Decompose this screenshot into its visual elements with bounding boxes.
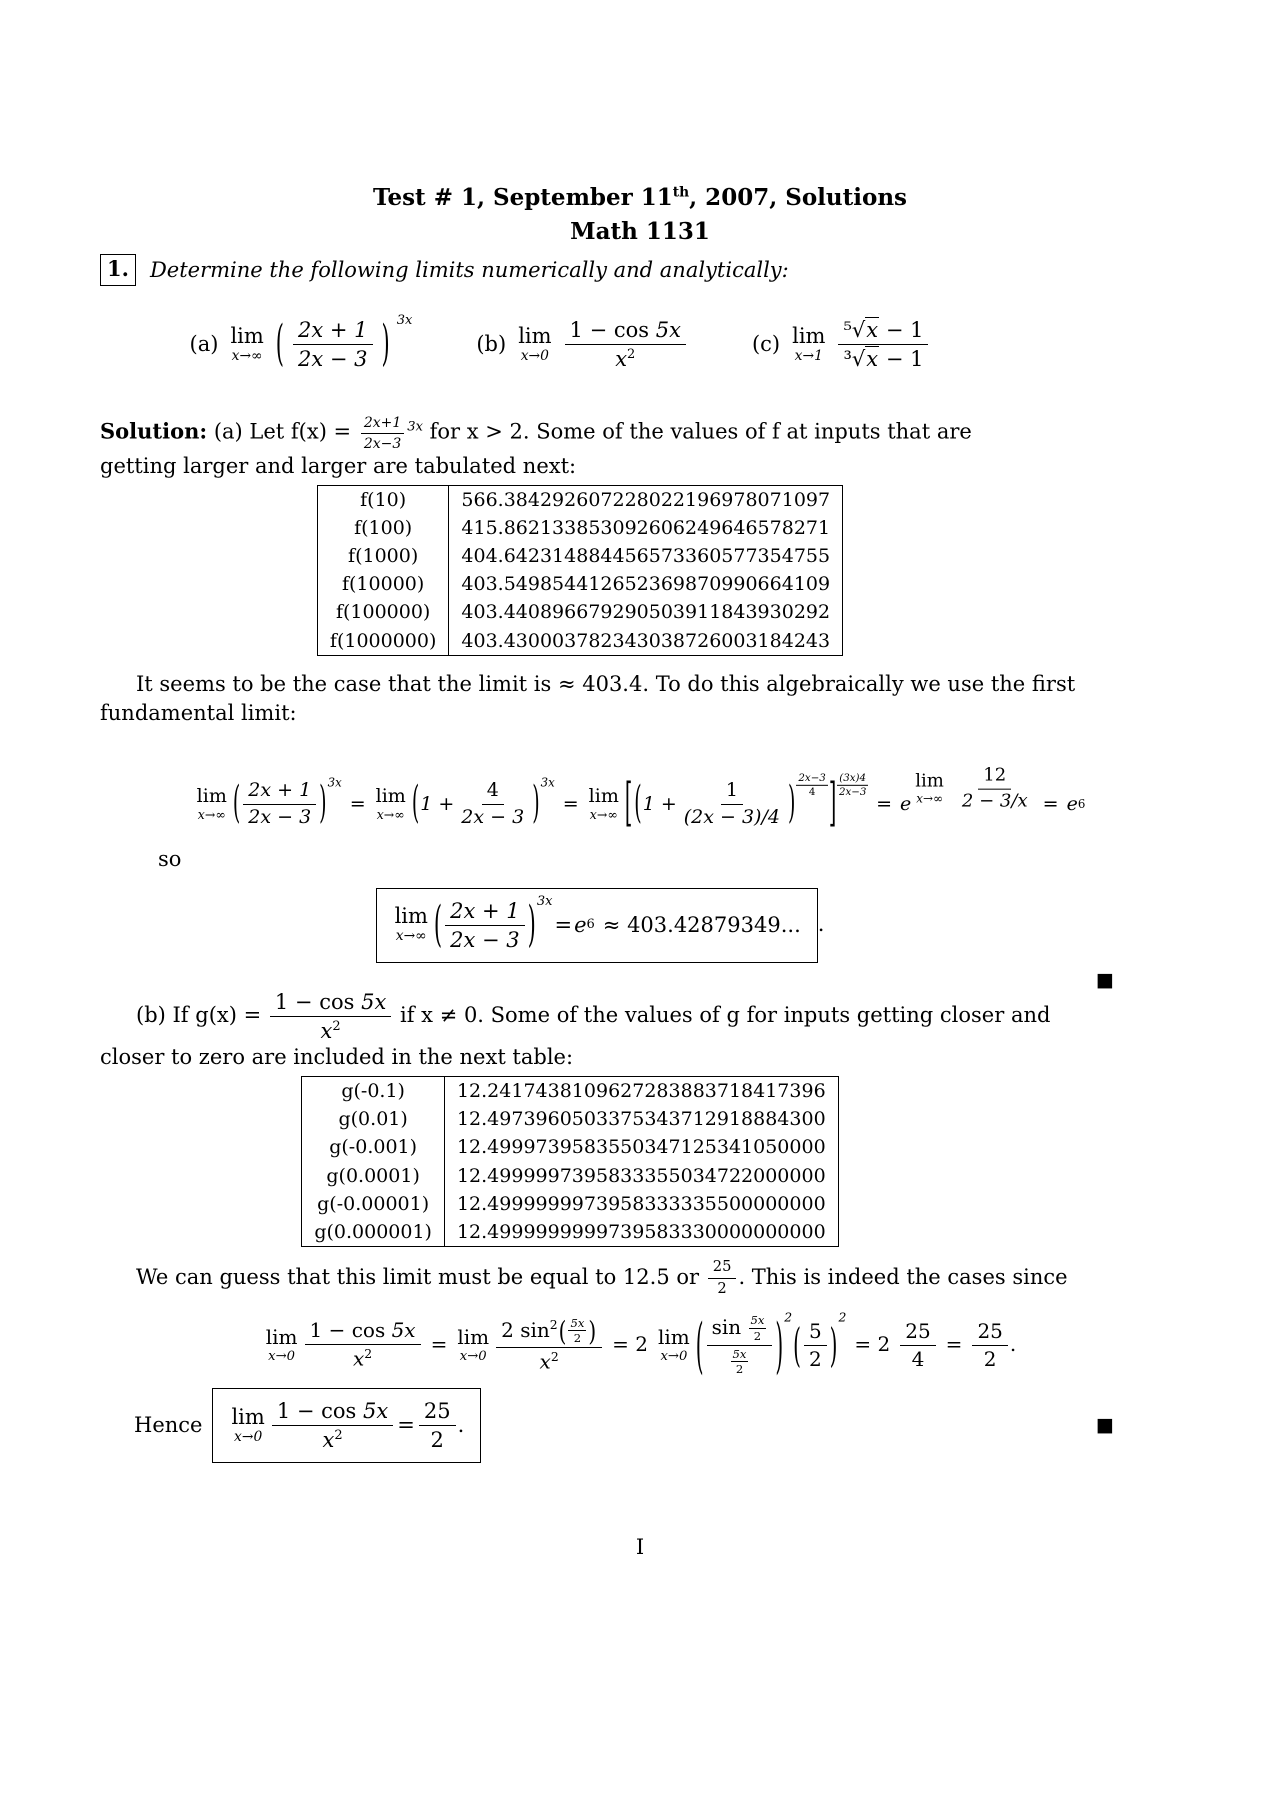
limit-b	[476, 318, 688, 371]
part-b-paragraph	[100, 990, 1180, 1072]
course-title: Math 1131	[570, 217, 710, 245]
eqb-term3: lim x→0 ( sin $\frac{5x}{2}$ $\frac{5x}{2}$ ) 2 ( $\frac{5}{2}$ ) 2	[658, 1309, 847, 1382]
eqb-term6: $\frac{25}{2}$ .	[970, 1320, 1016, 1371]
limit-a-label: (a)	[189, 332, 219, 357]
open-paren: (	[275, 316, 284, 372]
close-paren: )	[527, 896, 536, 952]
table-row: g(0.01) 12.4973960503375343712918884300	[302, 1105, 838, 1133]
table-row: g(0.000001) 12.4999999999739583330000000000	[302, 1218, 838, 1247]
inner-exponent-fraction: 2x−3 4	[798, 771, 826, 798]
open-bracket: [	[624, 773, 633, 833]
eqa-term2: lim x→∞ ( 1 + $\frac{4}{2x - 3}$ ) 3x	[375, 775, 555, 829]
equation-b: lim x→0 $\frac{1 - \cos 5x}{x^2}$ = lim x→0 2 $\sin^2$( $\frac{5x}{2}$ ) $x^2$ = 2 lim x→0 ( sin $\frac{5x}{2}$ $\frac{5x}{2}$ ) 2 ( $\frac{5}{2}$ ) 2 = 2 $\frac{25}{4}$ = $\frac{25}{2}$ .	[265, 1309, 1017, 1382]
equation-a: lim x→∞ ( $\frac{2x + 1}{2x - 3}$ ) 3x = lim x→∞ ( 1 + $\frac{4}{2x - 3}$ ) 3x = lim x→∞ [ ( 1 + $\frac{1}{(2x - 3)/4}$ ) 2x−3 4 ] (3x)4 2x−3 = e lim x→∞ $\frac{12}{2 - 3/x}$ = e 6	[196, 764, 1086, 833]
open-paren: (	[232, 777, 241, 829]
title-post: , 2007, Solutions	[689, 184, 907, 211]
eqb-term1: lim x→0 $\frac{1 - \cos 5x}{x^2}$	[264, 1319, 423, 1371]
limit-operator: lim x→∞	[230, 323, 264, 364]
eqb-term2: lim x→0 2 $\sin^2$( $\frac{5x}{2}$ ) $x^2$	[455, 1317, 604, 1374]
close-paren: )	[787, 777, 796, 829]
table-row: g(-0.1) 12.2417438109627283883718417396	[302, 1077, 838, 1106]
page-number: I	[635, 1535, 645, 1560]
f-value-table	[317, 485, 843, 656]
hence-line	[100, 1388, 1180, 1463]
part-b-line2: closer to zero are included in the next table:	[100, 1045, 574, 1070]
problem-header	[100, 254, 1180, 286]
close-paren: )	[319, 777, 327, 829]
title-pre: Test # 1, September 11	[373, 184, 673, 211]
problem-statement: Determine the following limits numerically and analytically:	[149, 257, 789, 282]
solution-a-paragraph	[100, 415, 1180, 480]
eqb-term5: $\frac{25}{4}$	[898, 1320, 937, 1371]
limit-b-label: (b)	[476, 332, 507, 357]
g-value-table	[301, 1076, 838, 1247]
doc-title	[100, 184, 1180, 212]
close-bracket: ]	[828, 773, 837, 833]
limit-operator: lim x→0	[518, 323, 552, 364]
fraction: $\frac{2x + 1}{2x - 3}$	[293, 318, 373, 371]
exponent: 3x	[396, 313, 413, 329]
boxed-result-a: lim x→∞ ( $\frac{2x + 1}{2x - 3}$ ) 3x = e 6 ≈ 403.42879349...	[376, 888, 818, 963]
limit-c	[752, 318, 931, 371]
limits-row	[20, 313, 1100, 372]
eqa-term3: lim x→∞ [ ( 1 + $\frac{1}{(2x - 3)/4}$ ) 2x−3 4 ] (3x)4 2x−3	[588, 771, 867, 833]
boxed-result-b: lim x→0 $\frac{1 - \cos 5x}{x^2}$ = $\frac{25}{2}$ .	[212, 1388, 481, 1463]
close-paren: )	[775, 1309, 784, 1382]
e-exponent-limit: lim x→∞ $\frac{12}{2 - 3/x}$	[915, 764, 1028, 812]
guess-paragraph: We can guess that this limit must be equal to 12.5 or $\frac{25}{2}$ . This is indeed the cases since	[136, 1258, 1068, 1298]
title-ordinal: th	[672, 184, 690, 201]
part-b-line1: (b) If g(x) = $\frac{1 - \cos 5x}{x^2}$ if x ≠ 0. Some of the values of g for inputs getting closer and	[136, 989, 1051, 1043]
open-paren: (	[695, 1309, 704, 1382]
solution-a-line1: Solution: (a) Let f(x) = $\frac{2x+1}{2x-3}$ $^{3x}$ for x > 2. Some of the values of f at inputs that are	[100, 415, 972, 452]
qed-icon: ■	[1096, 1414, 1114, 1437]
table-row: g(-0.00001) 12.4999999973958333335500000000	[302, 1190, 838, 1218]
open-paren: (	[558, 1314, 567, 1348]
limit-operator: lim x→1	[792, 323, 826, 364]
g-fraction: $\frac{1 - \cos 5x}{x^2}$	[270, 990, 391, 1043]
qed-icon: ■	[1096, 968, 1114, 991]
open-paren: (	[433, 896, 443, 952]
table-row: g(-0.001) 12.4999739583550347125341050000	[302, 1133, 838, 1161]
eqa-result: e 6	[1066, 793, 1086, 816]
table-row: f(10000) 403.549854412652369870990664109	[317, 570, 842, 598]
fraction: $\frac{\text{⁵√x − 1}}{\text{³√x − 1}}$	[838, 318, 928, 371]
close-paren: )	[588, 1314, 597, 1348]
table-row: g(0.0001) 12.4999997395833355034722000000	[302, 1162, 838, 1190]
fraction: $\frac{1 - \cos 5x}{x^2}$	[565, 318, 686, 371]
qed-line-a	[100, 969, 1114, 990]
solution-lead: Solution:	[100, 419, 208, 445]
open-paren: (	[793, 1317, 801, 1373]
table-row: f(1000) 404.642314884456573360577354755	[317, 542, 842, 570]
solution-a-line2: getting larger and larger are tabulated next:	[100, 453, 577, 478]
limit-a	[189, 313, 413, 372]
eqa-term1: lim x→∞ ( $\frac{2x + 1}{2x - 3}$ ) 3x	[196, 775, 342, 829]
limit-c-label: (c)	[751, 332, 781, 357]
so-connector: so	[158, 846, 182, 871]
close-paren: )	[829, 1317, 838, 1373]
it-seems-paragraph: It seems to be the case that the limit is ≈ 403.4. To do this algebraically we use the first fundamental limit:	[100, 671, 1076, 725]
inline-fraction: $\frac{2x+1}{2x-3}$	[359, 415, 406, 451]
table-row: f(10) 566.384292607228022196978071097	[317, 485, 842, 514]
boxed-result-a-line: lim x→∞ ( $\frac{2x + 1}{2x - 3}$ ) 3x = e 6 ≈ 403.42879349... .	[60, 888, 1140, 963]
close-paren: )	[532, 777, 540, 829]
eqa-e-term: e lim x→∞ $\frac{12}{2 - 3/x}$	[900, 781, 1035, 828]
open-paren: (	[634, 777, 642, 829]
problem-number: 1.	[100, 254, 136, 286]
hence-word: Hence	[134, 1413, 203, 1438]
inline-exponent: 3x	[407, 420, 423, 436]
document-page	[0, 184, 1280, 1562]
open-paren: (	[411, 777, 420, 829]
table-row: f(100000) 403.440896679290503911843930292	[317, 598, 842, 626]
inline-fraction: $\frac{25}{2}$	[708, 1259, 737, 1298]
outer-exponent-fraction: (3x)4 2x−3	[838, 771, 867, 798]
table-row: f(100) 415.862133853092606249646578271	[317, 514, 842, 542]
close-paren: )	[381, 316, 390, 372]
table-row: f(1000000) 403.430003782343038726003184243	[317, 627, 842, 656]
